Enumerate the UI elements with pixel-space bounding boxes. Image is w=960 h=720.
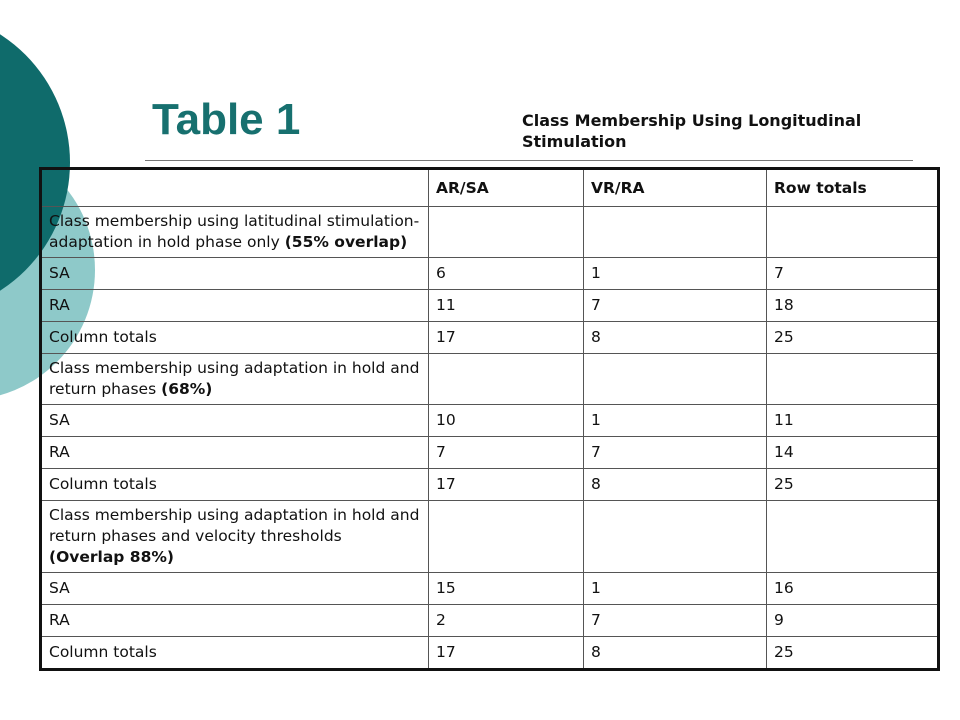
cell-row-total: 25 [767,469,939,501]
cell-vr-ra: 1 [584,405,767,437]
section-label-overlap: (68%) [161,380,213,398]
cell-row-total: 11 [767,405,939,437]
cell-vr-ra: 7 [584,290,767,322]
table-row [41,322,939,354]
empty-cell [584,354,767,405]
section-label-overlap: (55% overlap) [284,233,408,251]
cell-ar-sa: 17 [429,322,584,354]
section-label-text: Class membership using adaptation in hold and return phases [49,359,420,398]
empty-cell [767,354,939,405]
cell-vr-ra: 7 [584,437,767,469]
row-label: Column totals [41,637,429,670]
section-label-overlap: (Overlap 88%) [49,548,174,566]
table-row [41,469,939,501]
cell-row-total: 25 [767,637,939,670]
cell-ar-sa: 15 [429,573,584,605]
section-label [41,501,429,573]
header-cell: Row totals [767,169,939,207]
empty-cell [429,354,584,405]
header-cell [41,169,429,207]
row-label: RA [41,437,429,469]
cell-ar-sa: 6 [429,258,584,290]
cell-row-total: 7 [767,258,939,290]
header-cell: VR/RA [584,169,767,207]
section-label [41,354,429,405]
table-row [41,637,939,670]
cell-ar-sa: 2 [429,605,584,637]
row-label: Column totals [41,469,429,501]
table-row [41,405,939,437]
table-row [41,437,939,469]
cell-ar-sa: 17 [429,469,584,501]
title-divider [145,160,913,161]
row-label: Column totals [41,322,429,354]
header-row [41,169,939,207]
cell-vr-ra: 7 [584,605,767,637]
section-header-row [41,354,939,405]
cell-vr-ra: 8 [584,322,767,354]
row-label: SA [41,405,429,437]
cell-vr-ra: 8 [584,469,767,501]
slide-title: Table 1 [152,95,301,144]
empty-cell [429,207,584,258]
membership-table [39,167,940,671]
table-row [41,290,939,322]
cell-ar-sa: 17 [429,637,584,670]
table-row [41,258,939,290]
cell-ar-sa: 11 [429,290,584,322]
cell-vr-ra: 1 [584,573,767,605]
cell-row-total: 9 [767,605,939,637]
empty-cell [584,207,767,258]
cell-row-total: 18 [767,290,939,322]
cell-ar-sa: 7 [429,437,584,469]
empty-cell [584,501,767,573]
cell-row-total: 25 [767,322,939,354]
row-label: SA [41,573,429,605]
section-header-row [41,207,939,258]
table-subtitle: Class Membership Using Longitudinal Stimulation [522,111,862,151]
cell-row-total: 16 [767,573,939,605]
section-label-text: Class membership using latitudinal stimulation-adaptation in hold phase only [49,212,420,251]
cell-ar-sa: 10 [429,405,584,437]
cell-row-total: 14 [767,437,939,469]
section-header-row [41,501,939,573]
section-label [41,207,429,258]
table-row [41,605,939,637]
empty-cell [767,501,939,573]
header-cell: AR/SA [429,169,584,207]
cell-vr-ra: 1 [584,258,767,290]
row-label: RA [41,290,429,322]
row-label: RA [41,605,429,637]
row-label: SA [41,258,429,290]
section-label-text: Class membership using adaptation in hold and return phases and velocity thresholds [49,506,420,545]
cell-vr-ra: 8 [584,637,767,670]
empty-cell [767,207,939,258]
table-row [41,573,939,605]
empty-cell [429,501,584,573]
